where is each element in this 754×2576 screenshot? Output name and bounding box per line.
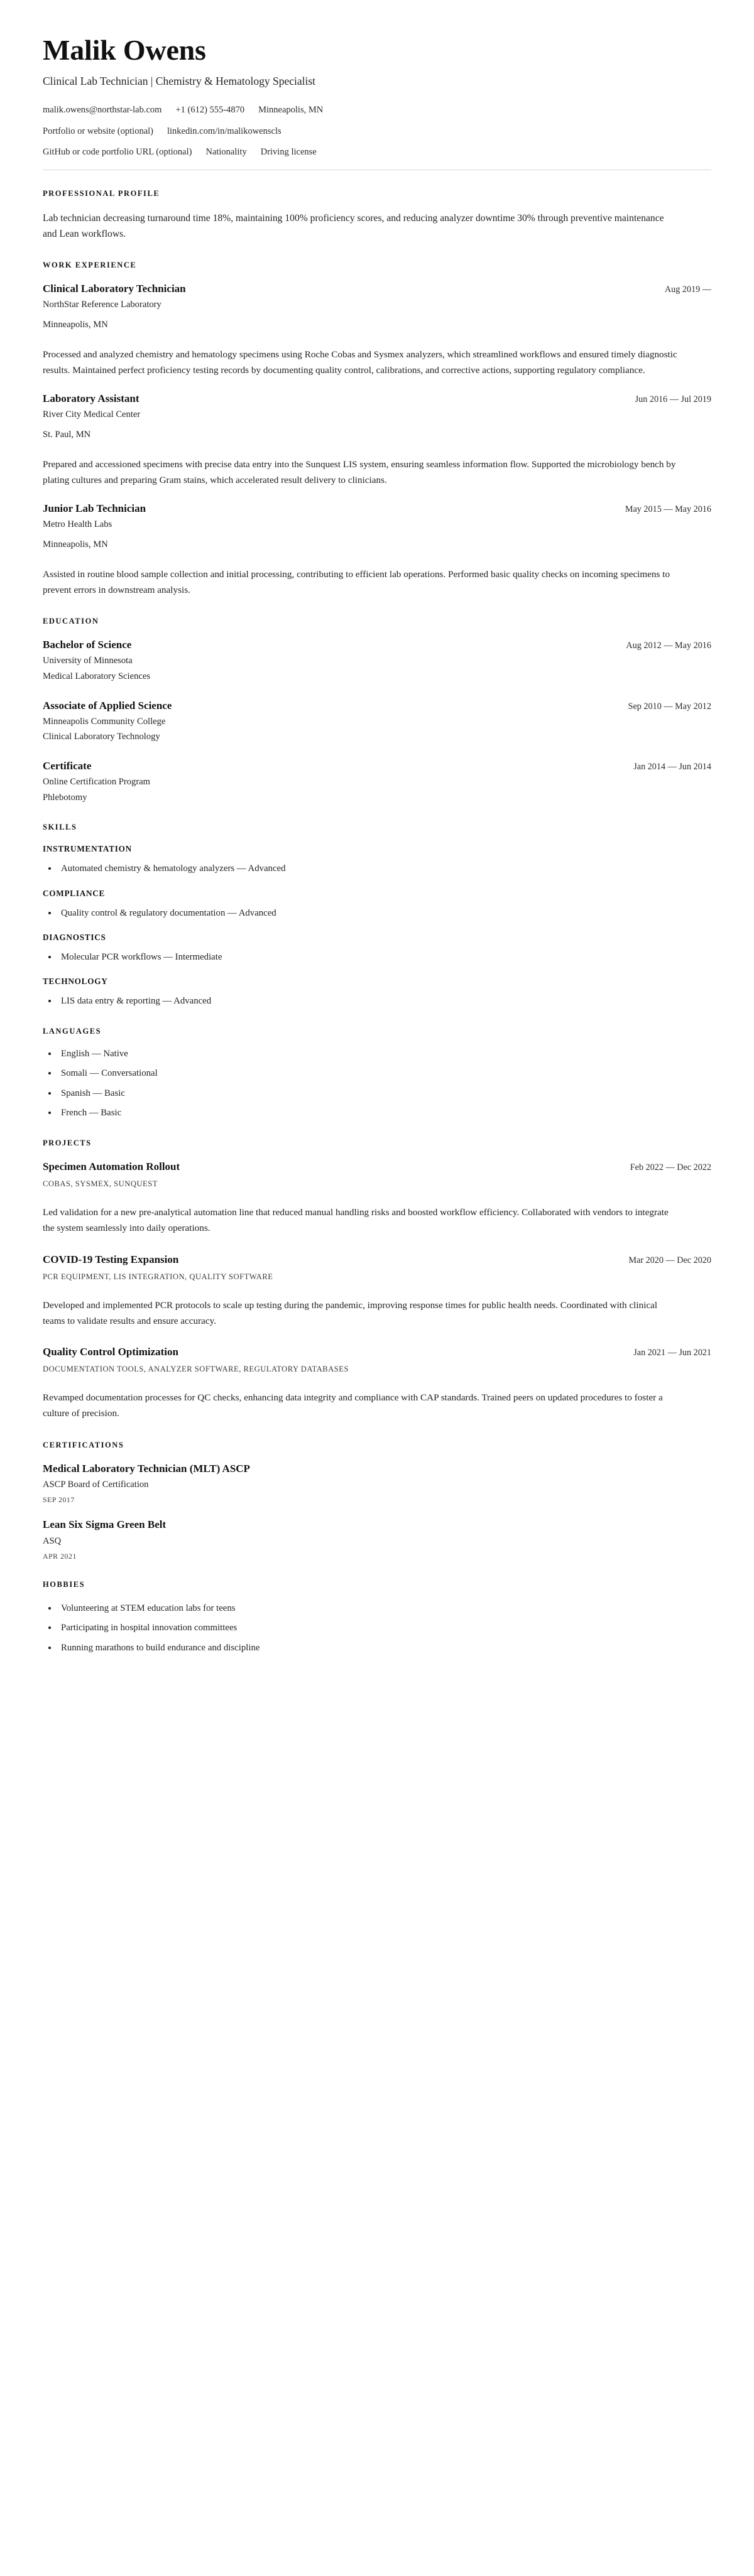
project-name: COVID-19 Testing Expansion [43, 1253, 179, 1265]
project-entry [43, 1253, 711, 1329]
education-degree: Certificate [43, 759, 92, 772]
certification-name: Lean Six Sigma Green Belt [43, 1518, 167, 1531]
skill-list [43, 994, 711, 1008]
section-title-education: EDUCATION [43, 617, 99, 626]
certification-date: APR 2021 [43, 1552, 77, 1561]
work-role: Clinical Laboratory Technician [43, 283, 186, 295]
skill-list [43, 906, 711, 920]
certification-entry [43, 1462, 711, 1505]
project-description: Developed and implemented PCR protocols to scale up testing during the pandemic, improving response times for public health needs. Coordinated with clinical teams to validate results and ensure accuracy. [43, 1299, 658, 1326]
project-stack: PCR EQUIPMENT, LIS INTEGRATION, QUALITY SOFTWARE [43, 1272, 273, 1281]
section-skills [43, 823, 711, 1008]
education-entry-head [43, 638, 711, 652]
language-item: Spanish — Basic [43, 1086, 711, 1100]
project-date: Mar 2020 — Dec 2020 [628, 1255, 711, 1265]
contact-driving-license: Driving license [260, 147, 317, 158]
section-hobbies [43, 1580, 711, 1692]
section-title-profile: PROFESSIONAL PROFILE [43, 188, 160, 198]
work-entry [43, 392, 711, 488]
project-entry-head [43, 1160, 711, 1174]
education-school: Minneapolis Community College [43, 716, 166, 727]
work-description: Prepared and accessioned specimens with precise data entry into the Sunquest LIS system, ensuring seamless information flow. Supported the microbiology bench by plating cultures and preparing Gram stains, which accelerated result delivery to clinicians. [43, 458, 676, 485]
section-projects [43, 1139, 711, 1422]
education-date: Sep 2010 — May 2012 [628, 701, 711, 712]
work-description: Assisted in routine blood sample collection and initial processing, contributing to efficient lab operations. Performed basic quality checks on incoming specimens to prevent errors in downstream analysis. [43, 568, 670, 595]
section-education [43, 617, 711, 804]
contact-github-placeholder[interactable]: GitHub or code portfolio URL (optional) [43, 147, 192, 158]
certification-issuer: ASQ [43, 1535, 62, 1546]
skill-group-name: DIAGNOSTICS [43, 932, 106, 942]
education-field: Clinical Laboratory Technology [43, 732, 160, 742]
project-description: Led validation for a new pre-analytical automation line that reduced manual handling risks and boosted workflow efficiency. Collaborated with vendors to integrate the system seamlessly into daily operations. [43, 1207, 669, 1234]
project-stack: DOCUMENTATION TOOLS, ANALYZER SOFTWARE, REGULATORY DATABASES [43, 1365, 349, 1374]
work-date: May 2015 — May 2016 [625, 504, 711, 515]
project-date: Jan 2021 — Jun 2021 [633, 1348, 711, 1358]
skill-item: Automated chemistry & hematology analyzers — Advanced [43, 862, 711, 875]
language-item: Somali — Conversational [43, 1066, 711, 1080]
project-entry [43, 1345, 711, 1422]
project-name: Quality Control Optimization [43, 1346, 178, 1358]
project-name: Specimen Automation Rollout [43, 1160, 180, 1172]
contact-portfolio-placeholder[interactable]: Portfolio or website (optional) [43, 126, 153, 136]
education-field: Medical Laboratory Sciences [43, 671, 150, 681]
candidate-headline: Clinical Lab Technician | Chemistry & Hematology Specialist [43, 75, 316, 88]
skill-list [43, 950, 711, 964]
certification-issuer: ASCP Board of Certification [43, 1479, 149, 1490]
skill-list [43, 862, 711, 875]
section-work-experience [43, 261, 711, 598]
skill-group-compliance [43, 889, 711, 920]
skill-item: Quality control & regulatory documentation — Advanced [43, 906, 711, 920]
work-role: Junior Lab Technician [43, 502, 146, 515]
work-location: St. Paul, MN [43, 429, 91, 440]
hobby-list [43, 1601, 711, 1655]
work-date: Jun 2016 — Jul 2019 [635, 394, 711, 405]
work-location: Minneapolis, MN [43, 539, 108, 549]
work-date: Aug 2019 — [664, 284, 711, 295]
work-entry-head [43, 502, 711, 516]
project-entry [43, 1160, 711, 1237]
language-item: English — Native [43, 1047, 711, 1061]
education-entry-head [43, 699, 711, 713]
work-entry [43, 502, 711, 598]
hobby-item: Volunteering at STEM education labs for teens [43, 1601, 711, 1615]
work-description: Processed and analyzed chemistry and hematology specimens using Roche Cobas and Sysmex analyzers, which streamlined workflows and ensured timely diagnostic results. Maintained perfect proficiency testing records by documenting quality control, calibrations, and corrective actions, supporting regulatory compliance. [43, 349, 677, 376]
resume-header [43, 0, 711, 170]
project-description: Revamped documentation processes for QC checks, enhancing data integrity and compliance with CAP standards. Trained peers on updated procedures to foster a culture of precision. [43, 1392, 663, 1419]
education-entry [43, 759, 711, 804]
profile-summary-text: Lab technician decreasing turnaround time 18%, maintaining 100% proficiency scores, and reducing analyzer downtime 30% through preventive maintenance and Lean workflows. [43, 212, 664, 239]
education-degree: Bachelor of Science [43, 639, 132, 651]
education-entry-head [43, 759, 711, 773]
education-field: Phlebotomy [43, 792, 87, 803]
section-languages [43, 1027, 711, 1120]
education-school: Online Certification Program [43, 777, 151, 787]
project-entry-head [43, 1345, 711, 1359]
skill-group-instrumentation [43, 844, 711, 875]
contact-linkedin[interactable]: linkedin.com/in/malikowenscls [167, 126, 281, 136]
education-entry [43, 699, 711, 744]
education-school: University of Minnesota [43, 656, 133, 666]
work-company: Metro Health Labs [43, 519, 112, 530]
skill-item: LIS data entry & reporting — Advanced [43, 994, 711, 1008]
work-role: Laboratory Assistant [43, 392, 139, 405]
section-title-languages: LANGUAGES [43, 1027, 102, 1036]
work-company: River City Medical Center [43, 409, 141, 420]
education-date: Jan 2014 — Jun 2014 [633, 761, 711, 772]
section-title-hobbies: HOBBIES [43, 1580, 85, 1589]
skill-group-name: TECHNOLOGY [43, 977, 108, 987]
project-entry-head [43, 1253, 711, 1267]
work-entry-head [43, 282, 711, 296]
section-title-skills: SKILLS [43, 823, 77, 832]
work-company: NorthStar Reference Laboratory [43, 300, 161, 310]
contact-email[interactable]: malik.owens@northstar-lab.com [43, 105, 162, 116]
work-location: Minneapolis, MN [43, 320, 108, 330]
candidate-name: Malik Owens [43, 34, 206, 66]
certification-entry [43, 1518, 711, 1561]
section-professional-profile [43, 189, 711, 242]
education-entry [43, 638, 711, 683]
project-stack: COBAS, SYSMEX, SUNQUEST [43, 1179, 158, 1189]
skill-group-diagnostics [43, 933, 711, 964]
project-date: Feb 2022 — Dec 2022 [630, 1162, 711, 1172]
education-degree: Associate of Applied Science [43, 699, 172, 712]
work-entry [43, 282, 711, 378]
contact-phone[interactable]: +1 (612) 555-4870 [175, 105, 245, 116]
contact-row-links [43, 126, 711, 138]
contact-block [43, 104, 711, 159]
skill-group-technology [43, 977, 711, 1008]
contact-nationality: Nationality [205, 147, 247, 158]
skill-group-name: COMPLIANCE [43, 888, 106, 898]
hobby-item: Running marathons to build endurance and discipline [43, 1641, 711, 1655]
section-title-projects: PROJECTS [43, 1138, 92, 1147]
language-list [43, 1047, 711, 1120]
section-title-certifications: CERTIFICATIONS [43, 1440, 124, 1449]
certification-name: Medical Laboratory Technician (MLT) ASCP [43, 1462, 250, 1475]
section-certifications [43, 1441, 711, 1562]
skill-item: Molecular PCR workflows — Intermediate [43, 950, 711, 964]
work-entry-head [43, 392, 711, 406]
contact-row-primary [43, 104, 711, 117]
education-date: Aug 2012 — May 2016 [626, 641, 711, 651]
certification-date: SEP 2017 [43, 1495, 75, 1505]
language-item: French — Basic [43, 1106, 711, 1120]
hobby-item: Participating in hospital innovation committees [43, 1621, 711, 1635]
section-title-work: WORK EXPERIENCE [43, 261, 137, 270]
contact-location: Minneapolis, MN [258, 105, 324, 116]
contact-row-extra [43, 146, 711, 159]
skill-group-name: INSTRUMENTATION [43, 844, 132, 854]
